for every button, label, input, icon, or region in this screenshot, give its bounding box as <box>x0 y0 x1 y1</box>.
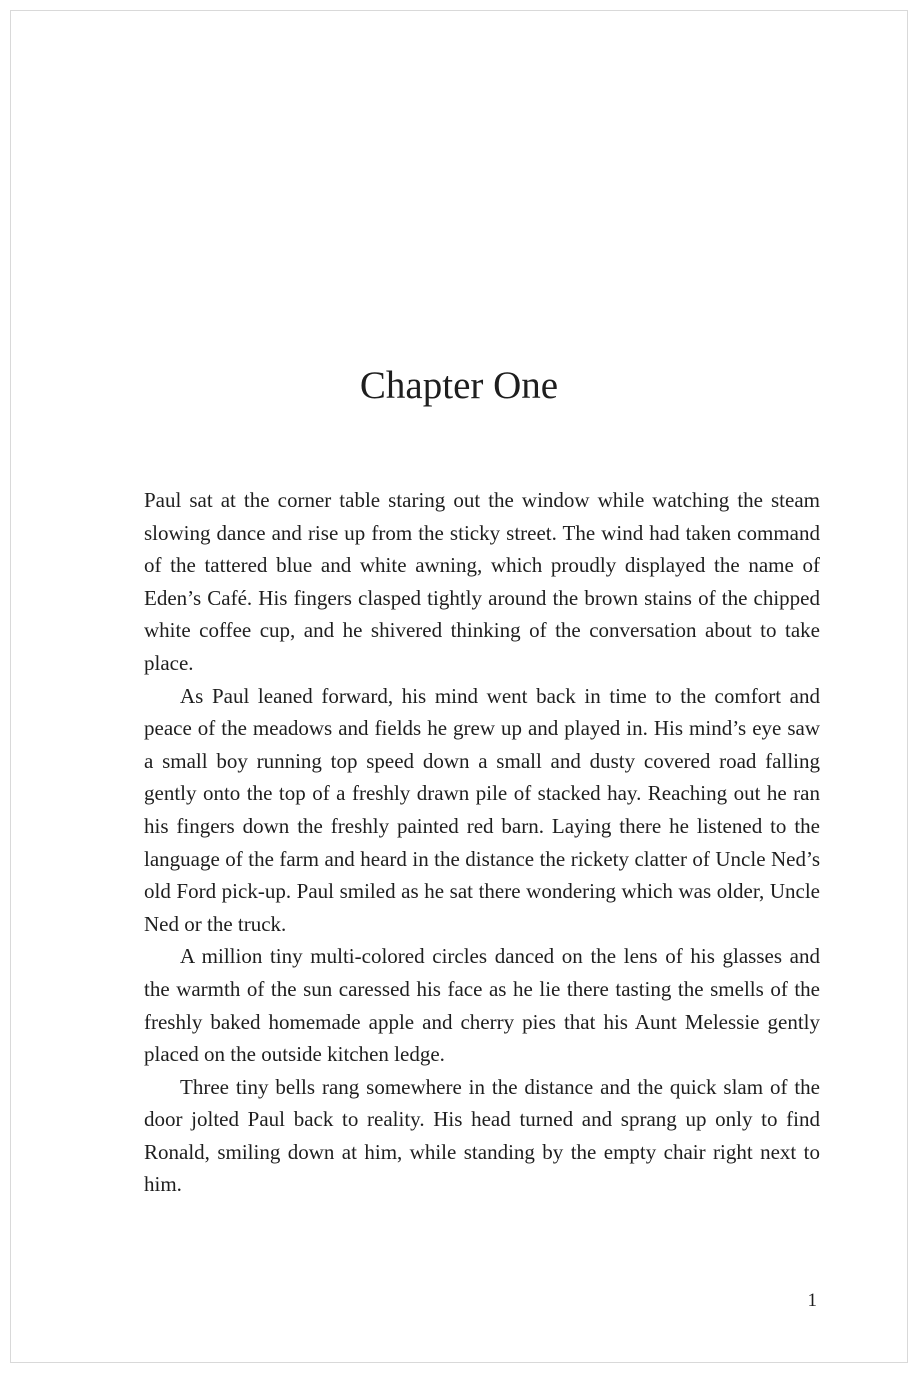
chapter-body <box>144 484 820 1201</box>
chapter-title: Chapter One <box>359 364 559 407</box>
paragraph: Three tiny bells rang somewhere in the distance and the quick slam of the door jolted Paul back to reality. His head turned and sprang up only to find Ronald, smiling down at him, while standing by the empty chair right next to him. <box>144 1074 820 1197</box>
paragraph: A million tiny multi-colored circles danced on the lens of his glasses and the warmth of the sun caressed his face as he lie there tasting the smells of the freshly baked homemade apple and cherry pies that his Aunt Melessie gently placed on the outside kitchen ledge. <box>144 944 820 1067</box>
paragraph: As Paul leaned forward, his mind went back in time to the comfort and peace of the meadows and fields he grew up and played in. His mind’s eye saw a small boy running top speed down a small and dusty covered road falling gently onto the top of a freshly drawn pile of stacked hay. Reaching out he ran his fingers down the freshly painted red barn. Laying there he listened to the language of the farm and heard in the distance the rickety clatter of Uncle Ned’s old Ford pick-up. Paul smiled as he sat there wondering which was older, Uncle Ned or the truck. <box>144 683 820 936</box>
page-number: 1 <box>807 1290 817 1311</box>
book-page <box>10 10 908 1363</box>
paragraph: Paul sat at the corner table staring out the window while watching the steam slowing dance and rise up from the sticky street. The wind had taken command of the tattered blue and white awning, which proudly displayed the name of Eden’s Café. His fingers clasped tightly around the brown stains of the chipped white coffee cup, and he shivered thinking of the conversation about to take place. <box>144 488 820 675</box>
